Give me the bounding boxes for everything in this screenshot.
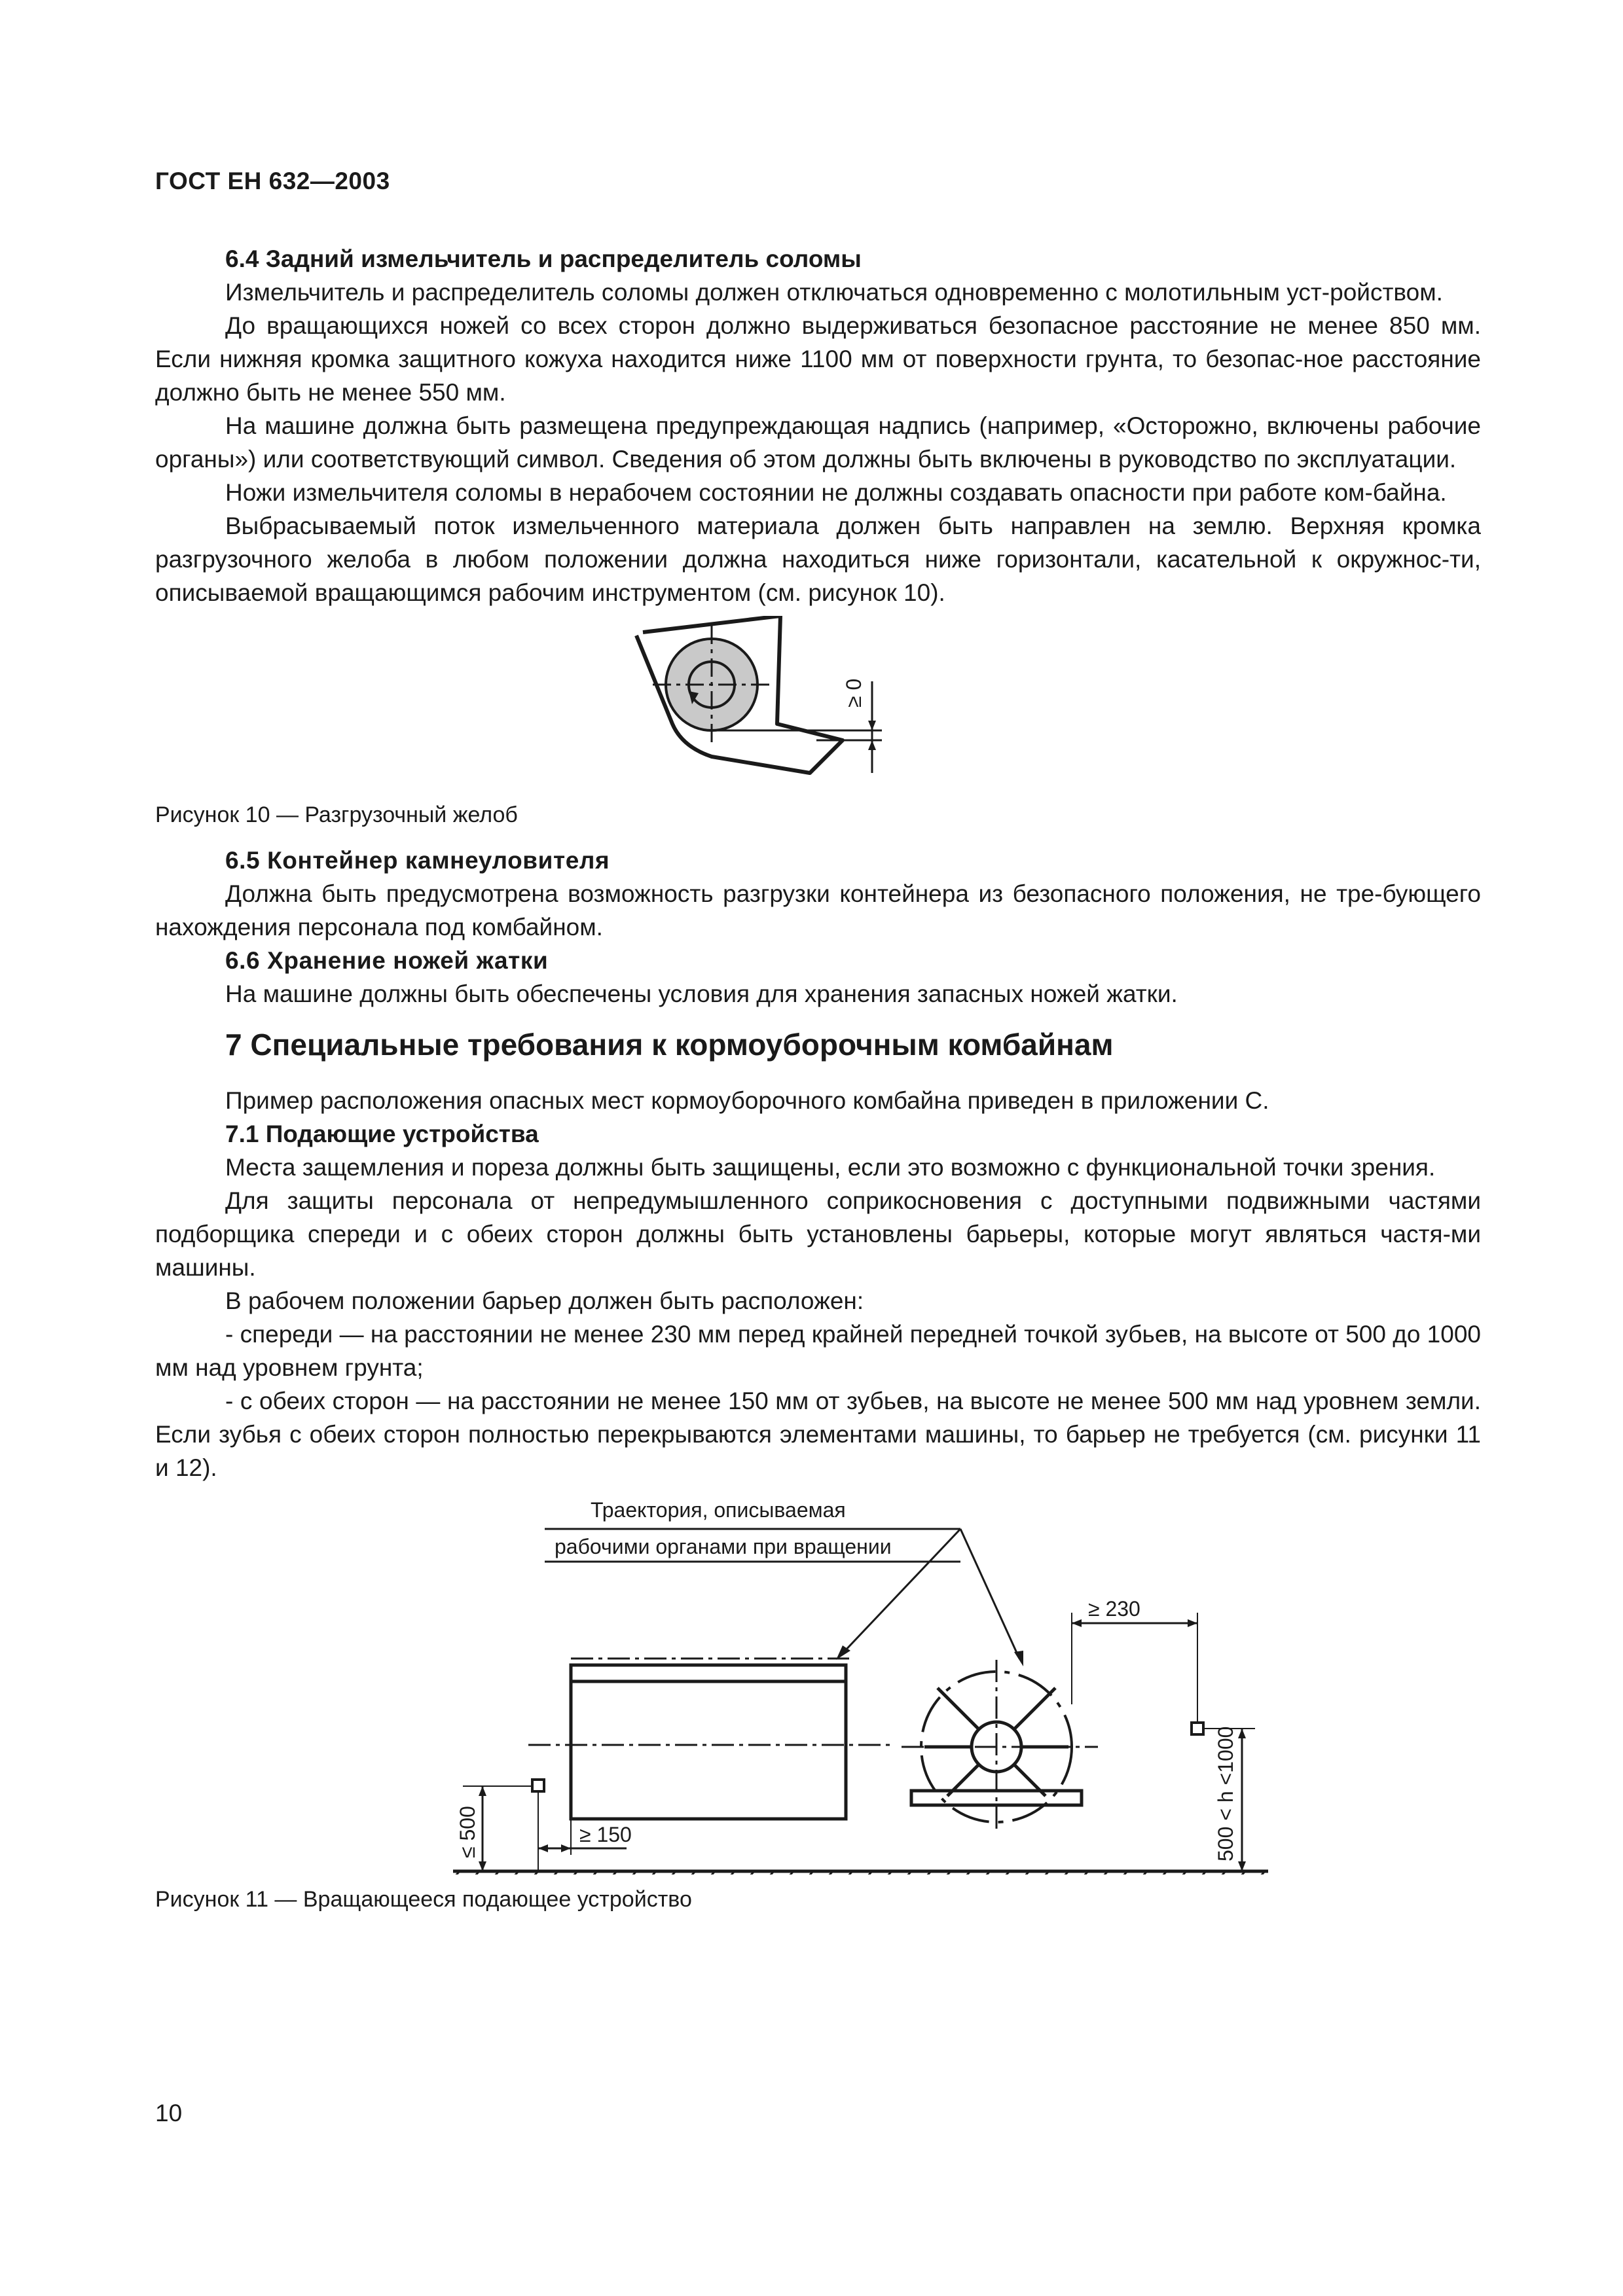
list-item: - с обеих сторон — на расстоянии не менее 150 мм от зубьев, на высоте не менее 500 мм над уровнем земли. Если зубья с обеих сторон полностью перекрываются элементами машины, то барьер не требуется (см. рисунки 11 и 12). <box>155 1388 1481 1481</box>
figure-11-dim-500: ≤ 500 <box>456 1806 479 1858</box>
figure-10-caption: Рисунок 10 — Разгрузочный желоб <box>155 802 518 827</box>
figure-11-label-line-2: рабочими органами при вращении <box>555 1535 892 1558</box>
paragraph: На машине должны быть обеспечены условия для хранения запасных ножей жатки. <box>225 980 1178 1007</box>
section-6-5-heading: 6.5 Контейнер камнеуловителя <box>225 847 610 874</box>
paragraph: Должна быть предусмотрена возможность разгрузки контейнера из безопасного положения, не тре-бующего нахождения персонала под комбайном. <box>155 880 1481 941</box>
section-7-heading: 7 Специальные требования к кормоуборочным комбайнам <box>225 1028 1114 1062</box>
paragraph: До вращающихся ножей со всех сторон должно выдерживаться безопасное расстояние не менее 850 мм. Если нижняя кромка защитного кожуха находится ниже 1100 мм от поверхности грунта, то безопас-ное расстояние должно быть не менее 550 мм. <box>155 312 1481 406</box>
section-6-4-heading: 6.4 Задний измельчитель и распределитель соломы <box>225 245 862 272</box>
figure-10 <box>155 616 1481 793</box>
figure-10-dimension-label: ≥ 0 <box>842 678 866 708</box>
paragraph: Места защемления и пореза должны быть защищены, если это возможно с функциональной точки зрения. <box>225 1154 1436 1181</box>
document-body <box>155 242 1481 1915</box>
paragraph: На машине должна быть размещена предупреждающая надпись (например, «Осторожно, включены рабочие органы») или соответствующий символ. Сведения об этом должны быть включены в руководство по эксплуатации. <box>155 412 1481 473</box>
figure-11-dim-230: ≥ 230 <box>1088 1597 1140 1621</box>
paragraph: Измельчитель и распределитель соломы должен отключаться одновременно с молотильным уст-ройством. <box>225 279 1443 306</box>
figure-10-drawing <box>155 616 1481 793</box>
paragraph: Для защиты персонала от непредумышленного соприкосновения с доступными подвижными частями подборщика спереди и с обеих сторон должны быть установлены барьеры, которые могут являться частя-ми машины. <box>155 1187 1481 1281</box>
figure-11-label-line-1: Траектория, описываемая <box>591 1498 846 1522</box>
figure-11 <box>155 1488 1481 1874</box>
figure-11-caption: Рисунок 11 — Вращающееся подающее устройство <box>155 1887 692 1912</box>
figure-11-dim-150: ≥ 150 <box>579 1823 632 1846</box>
paragraph: Пример расположения опасных мест кормоуборочного комбайна приведен в приложении С. <box>225 1087 1269 1114</box>
paragraph: Выбрасываемый поток измельченного материала должен быть направлен на землю. Верхняя кромка разгрузочного желоба в любом положении должна находиться ниже горизонтали, касательной к окружнос-ти, описываемой вращающимся рабочим инструментом (см. рисунок 10). <box>155 512 1481 606</box>
list-item: - спереди — на расстоянии не менее 230 мм перед крайней передней точкой зубьев, на высоте от 500 до 1000 мм над уровнем грунта; <box>155 1321 1481 1381</box>
page-number: 10 <box>155 2100 183 2126</box>
figure-11-dim-h: 500 < h <1000 <box>1214 1726 1237 1861</box>
paragraph: Ножи измельчителя соломы в нерабочем состоянии не должны создавать опасности при работе ком-байна. <box>225 479 1447 506</box>
section-6-6-heading: 6.6 Хранение ножей жатки <box>225 947 549 974</box>
document-header: ГОСТ ЕН 632—2003 <box>155 168 390 194</box>
figure-11-drawing <box>155 1488 1481 1874</box>
paragraph: В рабочем положении барьер должен быть расположен: <box>225 1287 864 1314</box>
section-7-1-heading: 7.1 Подающие устройства <box>225 1121 539 1147</box>
